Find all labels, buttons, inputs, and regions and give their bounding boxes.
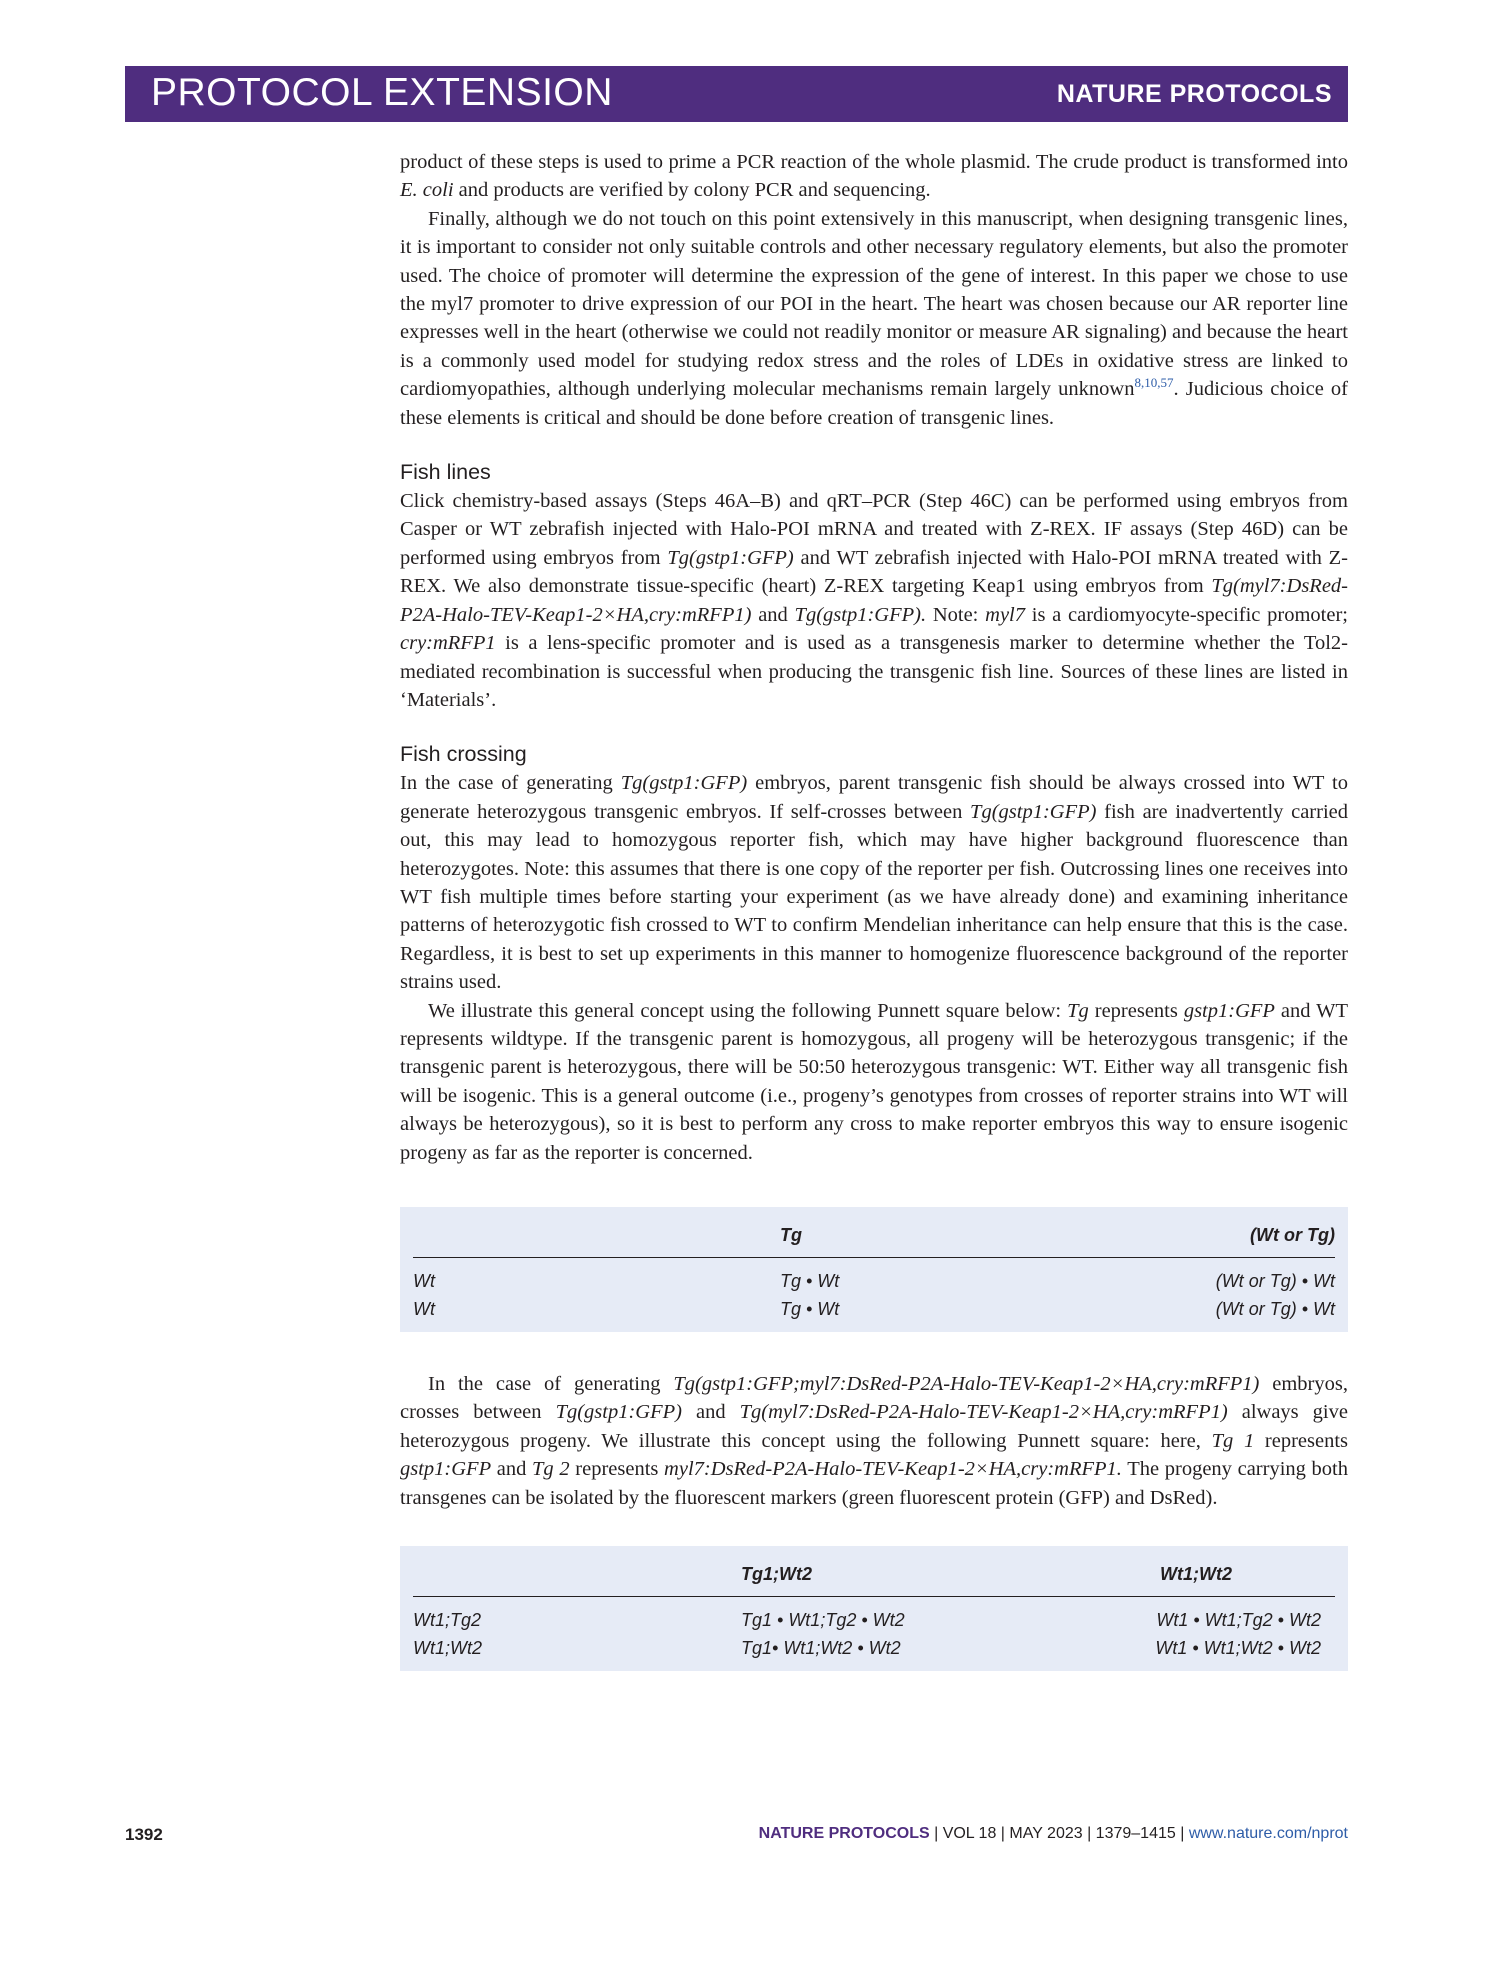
table-row	[413, 1607, 1335, 1635]
paragraph-intro-2: Finally, although we do not touch on this point extensively in this manuscript, when designing transgenic lines, it is important to consider not only suitable controls and other necessary regulatory elements, but also the promoter used. The choice of promoter will determine the expression of the gene of interest. In this paper we chose to use the myl7 promoter to drive expression of our POI in the heart. The heart was chosen because our AR reporter line expresses well in the heart (otherwise we could not readily monitor or measure AR signaling) and because the heart is a commonly used model for studying redox stress and the roles of LDEs in oxidative stress are linked to cardiomyopathies, although underlying molecular mechanisms remain largely unknown$^{8,10,57}$. Judicious choice of these elements is critical and should be done before creation of transgenic lines.	[400, 207, 1349, 429]
main-content	[400, 148, 1348, 1671]
table-cell: Tg • Wt	[780, 1299, 840, 1319]
table-cell: Tg • Wt	[780, 1271, 840, 1291]
table-cell: Wt1;Wt2	[413, 1638, 483, 1659]
journal-name: NATURE PROTOCOLS	[1056, 80, 1332, 108]
paragraph-fish-crossing-3: In the case of generating Tg(gstp1:GFP;myl7:DsRed-P2A-Halo-TEV-Keap1-2×HA,cry:mRFP1) embryos, crosses between Tg(gstp1:GFP) and Tg(myl7:DsRed-P2A-Halo-TEV-Keap1-2×HA,cry:mRFP1) always give heterozygous progeny. We illustrate this concept using the following Punnett square: here, Tg 1 represents gstp1:GFP and Tg 2 represents myl7:DsRed-P2A-Halo-TEV-Keap1-2×HA,cry:mRFP1. The progeny carrying both transgenes can be isolated by the fluorescent markers (green fluorescent protein (GFP) and DsRed).	[400, 1373, 1349, 1509]
table-header-cell: Tg1;Wt2	[741, 1564, 812, 1585]
table-header	[413, 1552, 1335, 1597]
section-heading-fish-lines: Fish lines	[400, 460, 491, 485]
table-header-cell: Wt1;Wt2	[1160, 1564, 1232, 1585]
reference-link[interactable]: 8,10,57	[1134, 375, 1174, 391]
table-cell: Wt1;Tg2	[413, 1610, 482, 1631]
table-cell: (Wt or Tg) • Wt	[1215, 1299, 1335, 1319]
page-number: 1392	[125, 1825, 163, 1844]
footer-volume: | VOL 18 | MAY 2023 | 1379–1415 |	[929, 1825, 1189, 1842]
paragraph-intro-1: product of these steps is used to prime a PCR reaction of the whole plasmid. The crude product is transformed into E. coli and products are verified by colony PCR and sequencing.	[400, 151, 1348, 202]
table-header-cell: Tg	[780, 1225, 802, 1245]
paragraph-fish-lines: Click chemistry-based assays (Steps 46A–B) and qRT–PCR (Step 46C) can be performed using embryos from Casper or WT zebrafish injected with Halo-POI mRNA and treated with Z-REX. IF assays (Step 46D) can be performed using embryos from Tg(gstp1:GFP) and WT zebrafish injected with Halo-POI mRNA treated with Z-REX. We also demonstrate tissue-specific (heart) Z-REX targeting Keap1 using embryos from Tg(myl7:DsRed-P2A-Halo-TEV-Keap1-2×HA,cry:mRFP1) and Tg(gstp1:GFP). Note: myl7 is a cardiomyocyte-specific promoter; cry:mRFP1 is a lens-specific promoter and is used as a transgenesis marker to determine whether the Tol2-mediated recombination is successful when producing the transgenic fish line. Sources of these lines are listed in ‘Materials’.	[400, 490, 1349, 711]
section-heading-fish-crossing: Fish crossing	[400, 742, 527, 767]
footer-journal: NATURE PROTOCOLS	[758, 1825, 930, 1842]
punnett-table-1	[400, 1207, 1348, 1332]
table-header-cell: (Wt or Tg)	[1250, 1225, 1335, 1245]
header-banner	[125, 66, 1348, 122]
table-cell: Wt	[413, 1271, 435, 1291]
table-cell: Wt1 • Wt1;Tg2 • Wt2	[1156, 1610, 1321, 1631]
table-header	[413, 1213, 1335, 1258]
table-cell: (Wt or Tg) • Wt	[1215, 1271, 1335, 1291]
journal-url-link[interactable]: www.nature.com/nprot	[1188, 1825, 1348, 1842]
table-row	[413, 1296, 1335, 1324]
table-row	[413, 1268, 1335, 1296]
paragraph-fish-crossing-1: In the case of generating Tg(gstp1:GFP) embryos, parent transgenic fish should be always crossed into WT to generate heterozygous transgenic embryos. If self-crosses between Tg(gstp1:GFP) fish are inadvertently carried out, this may lead to homozygous reporter fish, which may have higher background fluorescence than heterozygotes. Note: this assumes that there is one copy of the reporter per fish. Outcrossing lines one receives into WT fish multiple times before starting your experiment (as we have already done) and examining inheritance patterns of heterozygotic fish crossed to WT to confirm Mendelian inheritance can help ensure that this is the case. Regardless, it is best to set up experiments in this manner to homogenize fluorescence background of the reporter strains used.	[400, 772, 1349, 994]
table-cell: Tg1 • Wt1;Tg2 • Wt2	[741, 1610, 905, 1631]
footer-citation	[759, 1825, 1348, 1843]
paragraph-fish-crossing-2: We illustrate this general concept using the following Punnett square below: Tg represents gstp1:GFP and WT represents wildtype. If the transgenic parent is homozygous, all progeny will be heterozygous transgenic; if the transgenic parent is heterozygous, there will be 50:50 heterozygous transgenic: WT. Either way all transgenic fish will be isogenic. This is a general outcome (i.e., progeny’s genotypes from crosses of reporter strains into WT will always be heterozygous), so it is best to perform any cross to make reporter embryos this way to ensure isogenic progeny as far as the reporter is concerned.	[400, 999, 1348, 1164]
article-type: PROTOCOL EXTENSION	[151, 71, 613, 114]
punnett-table-2	[400, 1546, 1348, 1671]
table-cell: Wt1 • Wt1;Wt2 • Wt2	[1155, 1638, 1321, 1659]
table-cell: Wt	[413, 1299, 435, 1319]
table-row	[413, 1635, 1335, 1663]
table-cell: Tg1• Wt1;Wt2 • Wt2	[741, 1638, 901, 1659]
